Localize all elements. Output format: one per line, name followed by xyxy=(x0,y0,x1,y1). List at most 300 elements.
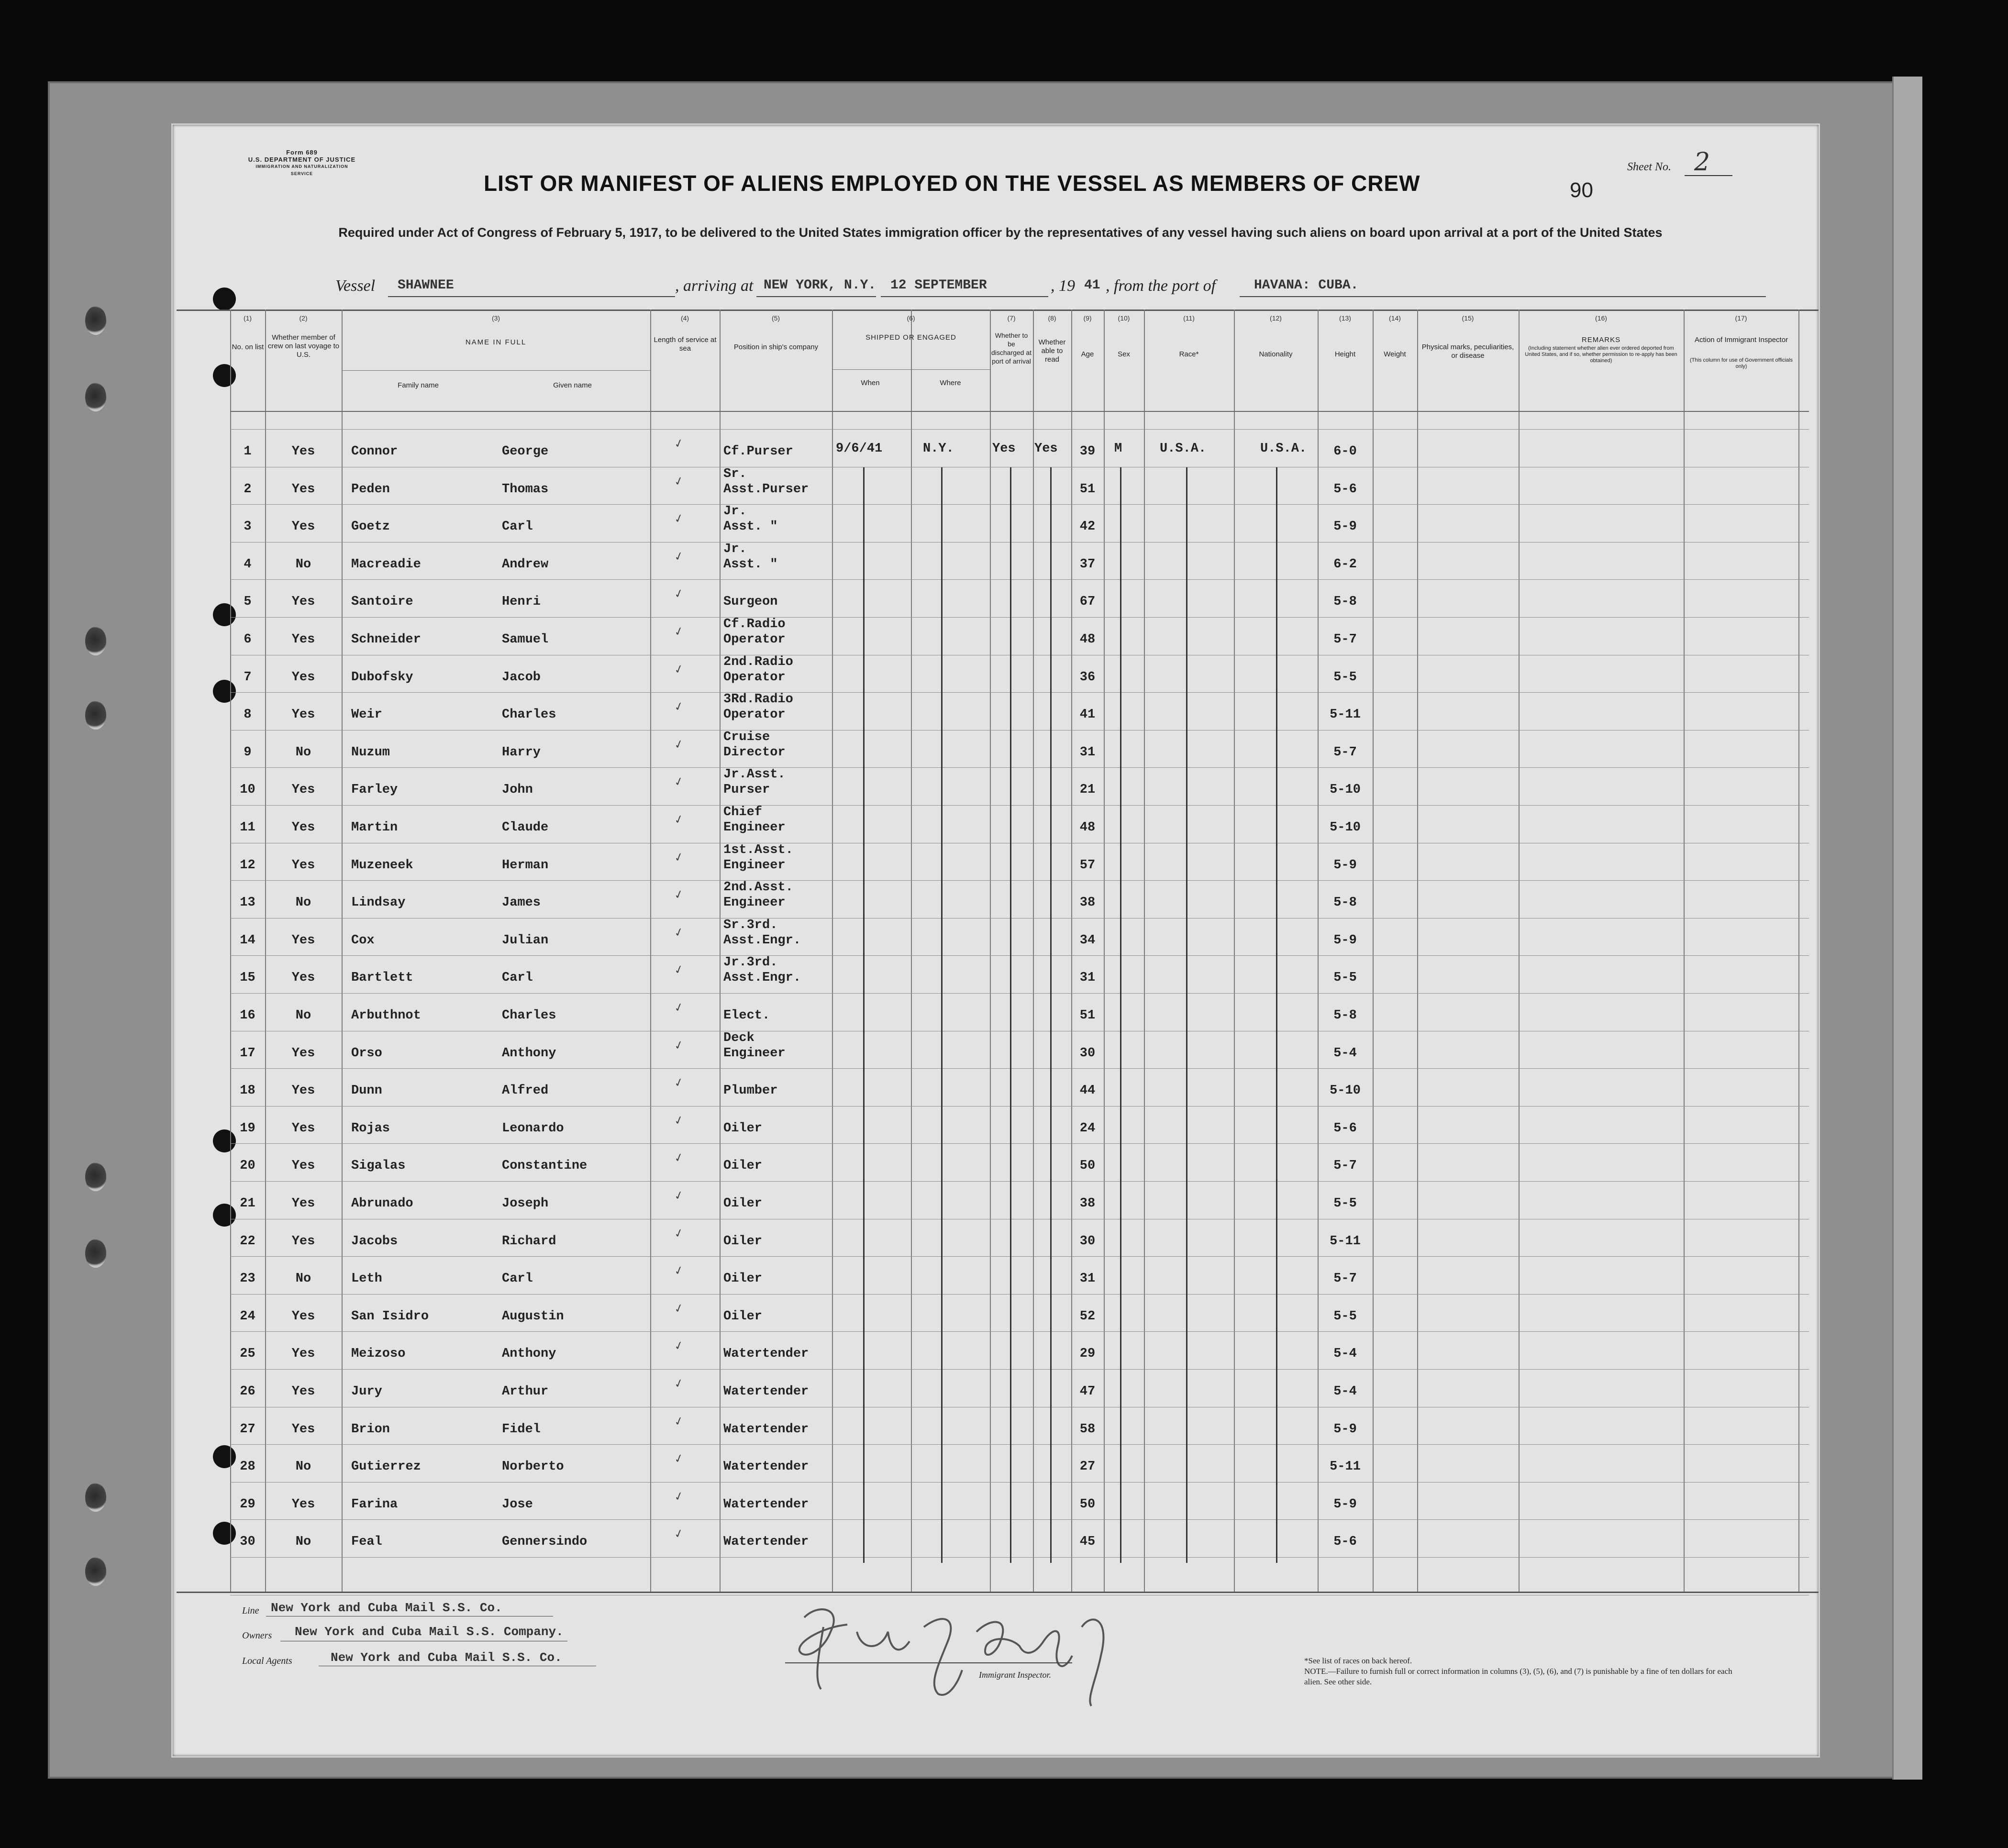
row-rule xyxy=(230,1294,1809,1295)
given-name: John xyxy=(502,783,533,797)
age: 21 xyxy=(1079,783,1096,797)
height: 5-9 xyxy=(1333,858,1357,873)
column-rule xyxy=(265,310,266,1592)
col-header: Height xyxy=(1334,350,1356,358)
column-rule xyxy=(1071,310,1072,1592)
col-num: (7) xyxy=(1007,314,1016,322)
family-name: Arbuthnot xyxy=(351,1008,421,1023)
column-rule xyxy=(990,310,991,1592)
age: 67 xyxy=(1079,595,1096,609)
previous-voyage: Yes xyxy=(291,1422,315,1437)
previous-voyage: Yes xyxy=(291,1159,315,1173)
given-name: Thomas xyxy=(502,482,549,497)
position-line2: Elect. xyxy=(723,1008,770,1023)
row-number: 5 xyxy=(244,595,252,609)
checkmark-icon: ✓ xyxy=(672,661,686,677)
row-number: 23 xyxy=(240,1272,255,1286)
age: 31 xyxy=(1079,1272,1096,1286)
previous-voyage: No xyxy=(295,557,311,572)
previous-voyage: Yes xyxy=(291,1084,315,1098)
height: 5-10 xyxy=(1330,783,1361,797)
binder-hole xyxy=(85,1483,106,1512)
given-name: Fidel xyxy=(502,1422,541,1437)
height: 5-5 xyxy=(1333,1196,1357,1211)
age: 27 xyxy=(1079,1460,1096,1474)
row-rule xyxy=(230,767,1809,768)
arrival-year: 41 xyxy=(1084,278,1100,293)
family-name: Gutierrez xyxy=(351,1460,421,1474)
position-line2: Engineer xyxy=(723,858,786,873)
family-name: Jury xyxy=(351,1384,382,1399)
shipped-where: N.Y. xyxy=(923,442,954,456)
discharged-value: Yes xyxy=(992,442,1016,456)
position-line2: Engineer xyxy=(723,820,786,835)
family-name-header: Family name xyxy=(398,381,439,389)
col-num: (8) xyxy=(1048,314,1056,322)
shipped-when: 9/6/41 xyxy=(836,442,883,456)
column-rule xyxy=(1033,310,1034,1592)
row-rule xyxy=(230,617,1809,618)
row-number: 11 xyxy=(240,820,255,835)
row-rule xyxy=(230,579,1809,580)
position-line2: Asst. " xyxy=(723,520,778,534)
column-rule xyxy=(720,310,721,1592)
row-number: 30 xyxy=(240,1535,255,1549)
action-note: (This column for use of Government officials only) xyxy=(1690,357,1793,369)
given-name: Carl xyxy=(502,1272,533,1286)
row-number: 10 xyxy=(240,783,255,797)
previous-voyage: Yes xyxy=(291,670,315,685)
family-name: Cox xyxy=(351,933,375,948)
row-number: 12 xyxy=(240,858,255,873)
form-title: LIST OR MANIFEST OF ALIENS EMPLOYED ON THE VESSEL AS MEMBERS OF CREW xyxy=(484,171,1420,196)
column-rule xyxy=(1798,310,1799,1592)
checkmark-icon: ✓ xyxy=(672,924,686,940)
position-line1: Sr. xyxy=(723,466,747,481)
height: 5-11 xyxy=(1330,1460,1361,1474)
height: 5-7 xyxy=(1333,632,1357,647)
manifest-number: 90 xyxy=(1570,178,1593,202)
previous-voyage: Yes xyxy=(291,1347,315,1361)
age: 47 xyxy=(1079,1384,1096,1399)
table-bottom-rule xyxy=(177,1592,1819,1593)
binder-hole xyxy=(85,701,106,730)
col-header: Whether able to read xyxy=(1038,338,1066,364)
department-name: U.S. DEPARTMENT OF JUSTICE xyxy=(248,156,356,163)
given-name: Anthony xyxy=(502,1046,556,1061)
position-line2: Asst.Purser xyxy=(723,482,809,497)
form-department-block xyxy=(244,149,359,177)
previous-voyage: Yes xyxy=(291,858,315,873)
given-name: Herman xyxy=(502,858,549,873)
col-header: Age xyxy=(1081,350,1094,358)
checkmark-icon: ✓ xyxy=(672,736,686,752)
row-number: 25 xyxy=(240,1347,255,1361)
age: 52 xyxy=(1079,1309,1096,1324)
age: 44 xyxy=(1079,1084,1096,1098)
col-header: REMARKS xyxy=(1581,336,1621,344)
position-line2: Engineer xyxy=(723,896,786,910)
position-line2: Watertender xyxy=(723,1422,809,1437)
checkmark-icon: ✓ xyxy=(672,1150,686,1166)
given-name: Samuel xyxy=(502,632,549,647)
height: 6-0 xyxy=(1333,444,1357,459)
ditto-line xyxy=(1010,467,1011,1563)
position-line2: Operator xyxy=(723,632,786,647)
from-port-label: , from the port of xyxy=(1106,277,1216,295)
row-number: 18 xyxy=(240,1084,255,1098)
age: 48 xyxy=(1079,820,1096,835)
col-header: Race* xyxy=(1179,350,1199,358)
height: 5-4 xyxy=(1333,1384,1357,1399)
row-number: 7 xyxy=(244,670,252,685)
col-header: SHIPPED OR ENGAGED xyxy=(865,333,956,342)
family-name: Dunn xyxy=(351,1084,382,1098)
from-port-line xyxy=(1240,296,1766,297)
position-line2: Surgeon xyxy=(723,595,778,609)
row-rule xyxy=(230,1143,1809,1144)
checkmark-icon: ✓ xyxy=(672,1300,686,1316)
given-name: Charles xyxy=(502,708,556,722)
position-line1: Chief xyxy=(723,805,763,819)
row-number: 9 xyxy=(244,745,252,760)
family-name: Peden xyxy=(351,482,390,497)
row-number: 19 xyxy=(240,1121,255,1136)
binder-hole xyxy=(85,1162,106,1191)
height: 5-8 xyxy=(1333,896,1357,910)
vessel-line xyxy=(388,296,675,297)
height: 5-10 xyxy=(1330,820,1361,835)
col-header: Position in ship's company xyxy=(733,343,819,351)
position-line2: Plumber xyxy=(723,1084,778,1098)
column-rule xyxy=(1318,310,1319,1592)
row-number: 14 xyxy=(240,933,255,948)
checkmark-icon: ✓ xyxy=(672,623,686,640)
sheet-number-value: 2 xyxy=(1694,148,1710,177)
row-rule xyxy=(230,993,1809,994)
family-name: Santoire xyxy=(351,595,413,609)
previous-voyage: Yes xyxy=(291,444,315,459)
row-number: 3 xyxy=(244,520,252,534)
age: 51 xyxy=(1079,1008,1096,1023)
height: 5-9 xyxy=(1333,520,1357,534)
column-rule xyxy=(1684,310,1685,1592)
col-header: Nationality xyxy=(1259,350,1293,358)
row-number: 6 xyxy=(244,632,252,647)
race-value: U.S.A. xyxy=(1160,442,1207,456)
family-name: Meizoso xyxy=(351,1347,406,1361)
given-name: Norberto xyxy=(502,1460,564,1474)
age: 50 xyxy=(1079,1497,1096,1512)
height: 5-7 xyxy=(1333,745,1357,760)
row-rule xyxy=(230,692,1809,693)
previous-voyage: Yes xyxy=(291,933,315,948)
position-line1: 2nd.Radio xyxy=(723,654,793,669)
col-num: (16) xyxy=(1595,314,1607,322)
row-rule xyxy=(230,955,1809,956)
previous-voyage: Yes xyxy=(291,632,315,647)
given-name: Henri xyxy=(502,595,541,609)
col-header: Whether member of crew on last voyage to U.S. xyxy=(267,333,340,359)
previous-voyage: Yes xyxy=(291,708,315,722)
age: 31 xyxy=(1079,745,1096,760)
position-line1: Jr. xyxy=(723,504,747,519)
checkmark-icon: ✓ xyxy=(672,887,686,903)
name-subheader-rule xyxy=(342,370,650,371)
height: 5-7 xyxy=(1333,1272,1357,1286)
family-name: Jacobs xyxy=(351,1234,398,1249)
age: 50 xyxy=(1079,1159,1096,1173)
checkmark-icon: ✓ xyxy=(672,1075,686,1091)
position-line2: Operator xyxy=(723,708,786,722)
ditto-line xyxy=(1050,467,1052,1563)
checkmark-icon: ✓ xyxy=(672,1413,686,1429)
ditto-line xyxy=(1120,467,1121,1563)
row-rule xyxy=(230,429,1809,430)
crew-table xyxy=(177,310,1819,1592)
height: 5-8 xyxy=(1333,1008,1357,1023)
family-name: Rojas xyxy=(351,1121,390,1136)
family-name: Lindsay xyxy=(351,896,406,910)
position-line1: 1st.Asst. xyxy=(723,842,793,857)
given-name: George xyxy=(502,444,549,459)
col-header: Length of service at sea xyxy=(654,336,717,353)
checkmark-icon: ✓ xyxy=(672,548,686,564)
agents-label: Local Agents xyxy=(242,1656,292,1666)
row-number: 4 xyxy=(244,557,252,572)
previous-voyage: Yes xyxy=(291,1309,315,1324)
previous-voyage: No xyxy=(295,1008,311,1023)
previous-voyage: Yes xyxy=(291,1046,315,1061)
col-header: NAME IN FULL xyxy=(465,338,527,346)
column-rule xyxy=(1373,310,1374,1592)
inspector-signature xyxy=(785,1598,1139,1708)
row-number: 1 xyxy=(244,444,252,459)
previous-voyage: Yes xyxy=(291,820,315,835)
checkmark-icon: ✓ xyxy=(672,1526,686,1542)
sheet-number-label: Sheet No. xyxy=(1627,161,1671,173)
family-name: Orso xyxy=(351,1046,382,1061)
binder-hole xyxy=(85,306,106,335)
previous-voyage: Yes xyxy=(291,1196,315,1211)
position-line2: Purser xyxy=(723,783,770,797)
col-header: Sex xyxy=(1118,350,1130,358)
col-num: (15) xyxy=(1462,314,1474,322)
checkmark-icon: ✓ xyxy=(672,1451,686,1467)
column-rule xyxy=(1519,310,1520,1592)
checkmark-icon: ✓ xyxy=(672,811,686,828)
arrival-date: 12 SEPTEMBER xyxy=(890,278,987,293)
row-number: 15 xyxy=(240,971,255,985)
column-rule xyxy=(342,310,343,1592)
checkmark-icon: ✓ xyxy=(672,1037,686,1053)
position-line2: Watertender xyxy=(723,1460,809,1474)
height: 5-4 xyxy=(1333,1046,1357,1061)
col-num: (5) xyxy=(771,314,780,322)
family-name: Weir xyxy=(351,708,382,722)
position-line1: Deck xyxy=(723,1030,754,1045)
checkmark-icon: ✓ xyxy=(672,699,686,715)
age: 38 xyxy=(1079,896,1096,910)
col-header: Physical marks, peculiarities, or disease xyxy=(1421,343,1514,360)
position-line2: Oiler xyxy=(723,1272,763,1286)
ditto-line xyxy=(941,467,943,1563)
height: 5-6 xyxy=(1333,482,1357,497)
row-number: 22 xyxy=(240,1234,255,1249)
row-rule xyxy=(230,1068,1809,1069)
given-name: Arthur xyxy=(502,1384,549,1399)
punch-hole xyxy=(213,288,236,310)
height: 5-5 xyxy=(1333,670,1357,685)
ditto-line xyxy=(863,467,865,1563)
arriving-port: NEW YORK, N.Y. xyxy=(764,278,876,293)
row-rule xyxy=(230,1519,1809,1520)
column-rule xyxy=(1417,310,1418,1592)
able-to-read-value: Yes xyxy=(1034,442,1058,456)
position-line1: Cf.Radio xyxy=(723,617,786,631)
position-line2: Asst.Engr. xyxy=(723,933,801,948)
previous-voyage: No xyxy=(295,1272,311,1286)
table-top-rule xyxy=(177,310,1819,311)
position-line2: Watertender xyxy=(723,1535,809,1549)
given-name: Jacob xyxy=(502,670,541,685)
position-line1: Jr. xyxy=(723,542,747,556)
previous-voyage: No xyxy=(295,896,311,910)
row-rule xyxy=(230,1256,1809,1257)
row-number: 28 xyxy=(240,1460,255,1474)
manifest-form xyxy=(171,123,1820,1758)
position-line2: Oiler xyxy=(723,1121,763,1136)
row-number: 13 xyxy=(240,896,255,910)
given-name: Joseph xyxy=(502,1196,549,1211)
family-name: Nuzum xyxy=(351,745,390,760)
previous-voyage: Yes xyxy=(291,595,315,609)
age: 48 xyxy=(1079,632,1096,647)
column-rule xyxy=(1144,310,1145,1592)
line-label: Line xyxy=(242,1605,259,1616)
voyage-header xyxy=(335,277,1766,301)
height: 5-8 xyxy=(1333,595,1357,609)
previous-voyage: Yes xyxy=(291,1234,315,1249)
position-line2: Watertender xyxy=(723,1497,809,1512)
family-name: Martin xyxy=(351,820,398,835)
previous-voyage: Yes xyxy=(291,482,315,497)
height: 5-4 xyxy=(1333,1347,1357,1361)
checkmark-icon: ✓ xyxy=(672,1187,686,1204)
age: 39 xyxy=(1079,444,1096,459)
row-rule xyxy=(230,1482,1809,1483)
family-name: Leth xyxy=(351,1272,382,1286)
col-header: Whether to be discharged at port of arrival xyxy=(991,332,1032,365)
previous-voyage: Yes xyxy=(291,1121,315,1136)
family-name: Macreadie xyxy=(351,557,421,572)
previous-voyage: Yes xyxy=(291,971,315,985)
position-line2: Oiler xyxy=(723,1196,763,1211)
footnote-block xyxy=(1304,1656,1735,1687)
position-line1: Sr.3rd. xyxy=(723,918,778,932)
col-num: (6) xyxy=(907,314,915,322)
checkmark-icon: ✓ xyxy=(672,1338,686,1354)
owners-value: New York and Cuba Mail S.S. Company. xyxy=(295,1625,564,1639)
previous-voyage: No xyxy=(295,1460,311,1474)
footer-owners xyxy=(242,1601,816,1715)
age: 31 xyxy=(1079,971,1096,985)
age: 24 xyxy=(1079,1121,1096,1136)
col-num: (4) xyxy=(680,314,689,322)
column-rule xyxy=(230,310,231,1592)
agents-value: New York and Cuba Mail S.S. Co. xyxy=(331,1650,562,1665)
column-rule xyxy=(1104,310,1105,1592)
col-num: (14) xyxy=(1389,314,1401,322)
when-header: When xyxy=(861,379,880,387)
previous-voyage: No xyxy=(295,1535,311,1549)
position-line2: Engineer xyxy=(723,1046,786,1061)
family-name: Feal xyxy=(351,1535,382,1549)
given-name: Alfred xyxy=(502,1084,549,1098)
remarks-note: (Including statement whether alien ever ordered deported from United States, and if so, whether permission to re-apply has been obtained) xyxy=(1525,345,1677,364)
position-line2: Watertender xyxy=(723,1384,809,1399)
position-line1: 3Rd.Radio xyxy=(723,692,793,707)
nationality-value: U.S.A. xyxy=(1260,442,1307,456)
date-line xyxy=(881,296,1048,297)
arriving-label: , arriving at xyxy=(675,277,754,295)
given-name: Julian xyxy=(502,933,549,948)
given-name: Carl xyxy=(502,520,533,534)
row-number: 20 xyxy=(240,1159,255,1173)
checkmark-icon: ✓ xyxy=(672,586,686,602)
position-line2: Cf.Purser xyxy=(723,444,793,459)
position-line1: Jr.Asst. xyxy=(723,767,786,782)
column-rule xyxy=(650,310,651,1592)
position-line2: Operator xyxy=(723,670,786,685)
given-name: Anthony xyxy=(502,1347,556,1361)
given-name: James xyxy=(502,896,541,910)
family-name: Bartlett xyxy=(351,971,413,985)
given-name: Constantine xyxy=(502,1159,588,1173)
family-name: Schneider xyxy=(351,632,421,647)
position-line2: Oiler xyxy=(723,1309,763,1324)
binder-hole xyxy=(85,383,106,411)
column-rule xyxy=(832,310,833,1592)
previous-voyage: No xyxy=(295,745,311,760)
row-rule xyxy=(230,1181,1809,1182)
age: 30 xyxy=(1079,1234,1096,1249)
col-num: (2) xyxy=(299,314,308,322)
inspector-label: Immigrant Inspector. xyxy=(979,1670,1051,1680)
previous-voyage: Yes xyxy=(291,783,315,797)
row-number: 8 xyxy=(244,708,252,722)
row-rule xyxy=(230,1369,1809,1370)
where-header: Where xyxy=(940,379,961,387)
age: 34 xyxy=(1079,933,1096,948)
age: 30 xyxy=(1079,1046,1096,1061)
owners-label: Owners xyxy=(242,1630,272,1641)
family-name: Brion xyxy=(351,1422,390,1437)
col-num: (13) xyxy=(1339,314,1351,322)
height: 5-6 xyxy=(1333,1535,1357,1549)
checkmark-icon: ✓ xyxy=(672,774,686,790)
row-number: 21 xyxy=(240,1196,255,1211)
year-prefix: , 19 xyxy=(1051,277,1075,295)
binder-hole xyxy=(85,1557,106,1586)
from-port: HAVANA: CUBA. xyxy=(1254,278,1359,293)
form-number: Form 689 xyxy=(286,149,318,156)
row-rule xyxy=(230,1444,1809,1445)
col-num: (17) xyxy=(1735,314,1747,322)
col-num: (3) xyxy=(491,314,500,322)
age: 36 xyxy=(1079,670,1096,685)
row-number: 26 xyxy=(240,1384,255,1399)
